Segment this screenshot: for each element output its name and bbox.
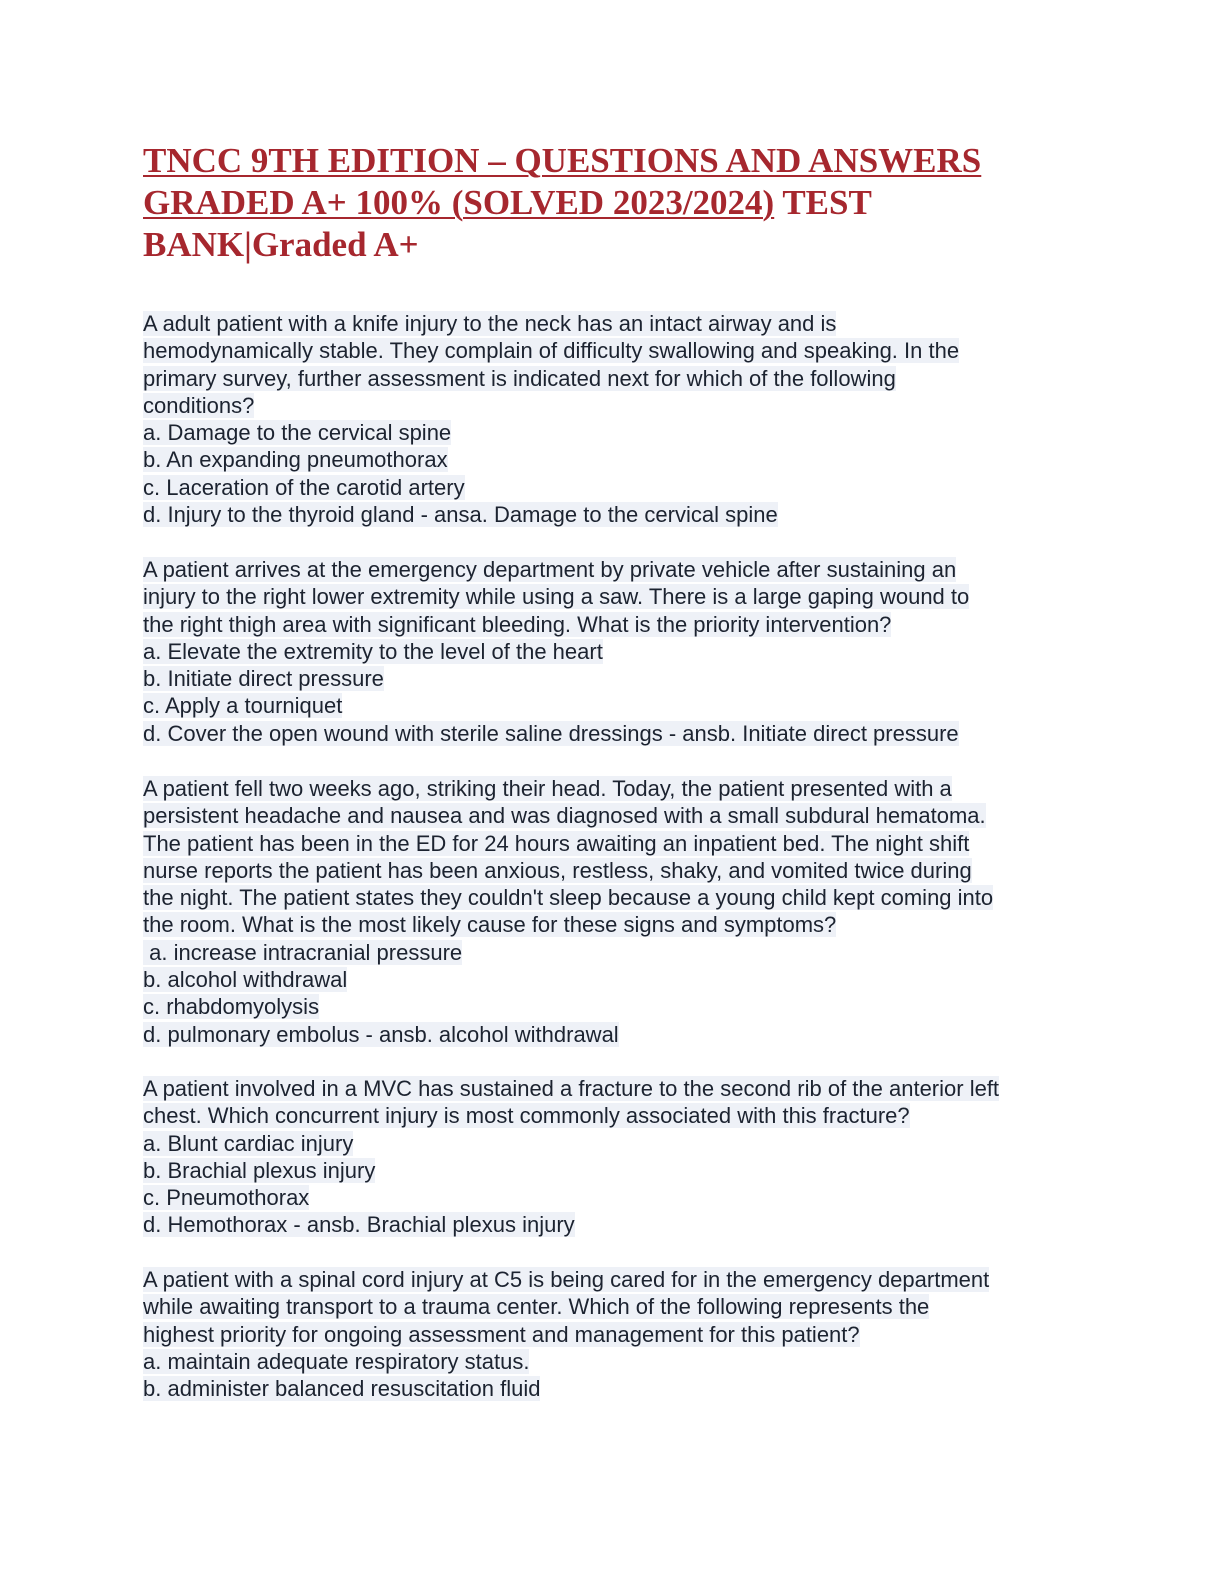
answer-option: c. Pneumothorax: [143, 1185, 310, 1211]
question-line: A patient involved in a MVC has sustained a fracture to the second rib of the anterior left: [143, 1076, 1000, 1101]
answer-option-with-answer: d. Injury to the thyroid gland - ansa. Damage to the cervical spine: [143, 502, 778, 528]
answer-option: a. Elevate the extremity to the level of the heart: [143, 638, 603, 664]
question-block: [143, 310, 1093, 528]
answer-option-with-answer: d. Cover the open wound with sterile saline dressings - ansb. Initiate direct pressure: [143, 720, 959, 746]
answer-option: a. increase intracranial pressure: [143, 939, 463, 965]
answer-option: a. Damage to the cervical spine: [143, 420, 452, 446]
question-line: nurse reports the patient has been anxious, restless, shaky, and vomited twice during: [143, 857, 972, 883]
question-line: conditions?: [143, 392, 255, 418]
question-line: A patient fell two weeks ago, striking their head. Today, the patient presented with a: [143, 776, 952, 801]
question-line: highest priority for ongoing assessment and management for this patient?: [143, 1321, 860, 1347]
question-block: [143, 1075, 1093, 1239]
question-line: hemodynamically stable. They complain of difficulty swallowing and speaking. In the: [143, 338, 960, 364]
question-line: the right thigh area with significant bleeding. What is the priority intervention?: [143, 611, 892, 637]
question-line: the night. The patient states they couldn't sleep because a young child kept coming into: [143, 885, 994, 911]
answer-option: c. Laceration of the carotid artery: [143, 474, 465, 500]
answer-option-with-answer: d. Hemothorax - ansb. Brachial plexus injury: [143, 1212, 575, 1238]
answer-option-with-answer: d. pulmonary embolus - ansb. alcohol withdrawal: [143, 1021, 619, 1047]
title-text-test: TEST: [774, 183, 872, 222]
question-block: [143, 775, 1093, 1048]
title-text-bank: BANK|Graded A+: [143, 225, 419, 264]
question-block: [143, 1266, 1093, 1402]
question-line: A patient with a spinal cord injury at C5 is being cared for in the emergency department: [143, 1267, 990, 1292]
answer-option: c. Apply a tourniquet: [143, 693, 343, 719]
answer-option: a. Blunt cardiac injury: [143, 1130, 354, 1156]
question-line: primary survey, further assessment is indicated next for which of the following: [143, 365, 896, 391]
answer-option: b. Initiate direct pressure: [143, 666, 384, 692]
answer-option: b. administer balanced resuscitation fluid: [143, 1376, 541, 1402]
answer-option: c. rhabdomyolysis: [143, 994, 320, 1020]
title-underlined-text: TNCC 9TH EDITION – QUESTIONS AND ANSWERS GRADED A+ 100% (SOLVED 2023/2024): [143, 141, 982, 222]
answer-option: b. An expanding pneumothorax: [143, 447, 448, 473]
question-line: injury to the right lower extremity while using a saw. There is a large gaping wound to: [143, 584, 970, 610]
question-line: while awaiting transport to a trauma center. Which of the following represents the: [143, 1294, 930, 1320]
document-title: [143, 140, 1103, 266]
answer-option: a. maintain adequate respiratory status.: [143, 1348, 530, 1374]
question-line: The patient has been in the ED for 24 hours awaiting an inpatient bed. The night shift: [143, 830, 970, 856]
answer-option: b. alcohol withdrawal: [143, 967, 348, 993]
question-line: the room. What is the most likely cause for these signs and symptoms?: [143, 912, 837, 938]
question-line: persistent headache and nausea and was diagnosed with a small subdural hematoma.: [143, 803, 986, 829]
question-block: [143, 556, 1093, 747]
question-line: chest. Which concurrent injury is most commonly associated with this fracture?: [143, 1103, 910, 1129]
question-line: A patient arrives at the emergency department by private vehicle after sustaining an: [143, 557, 957, 582]
question-line: A adult patient with a knife injury to the neck has an intact airway and is: [143, 311, 837, 336]
answer-option: b. Brachial plexus injury: [143, 1157, 376, 1183]
